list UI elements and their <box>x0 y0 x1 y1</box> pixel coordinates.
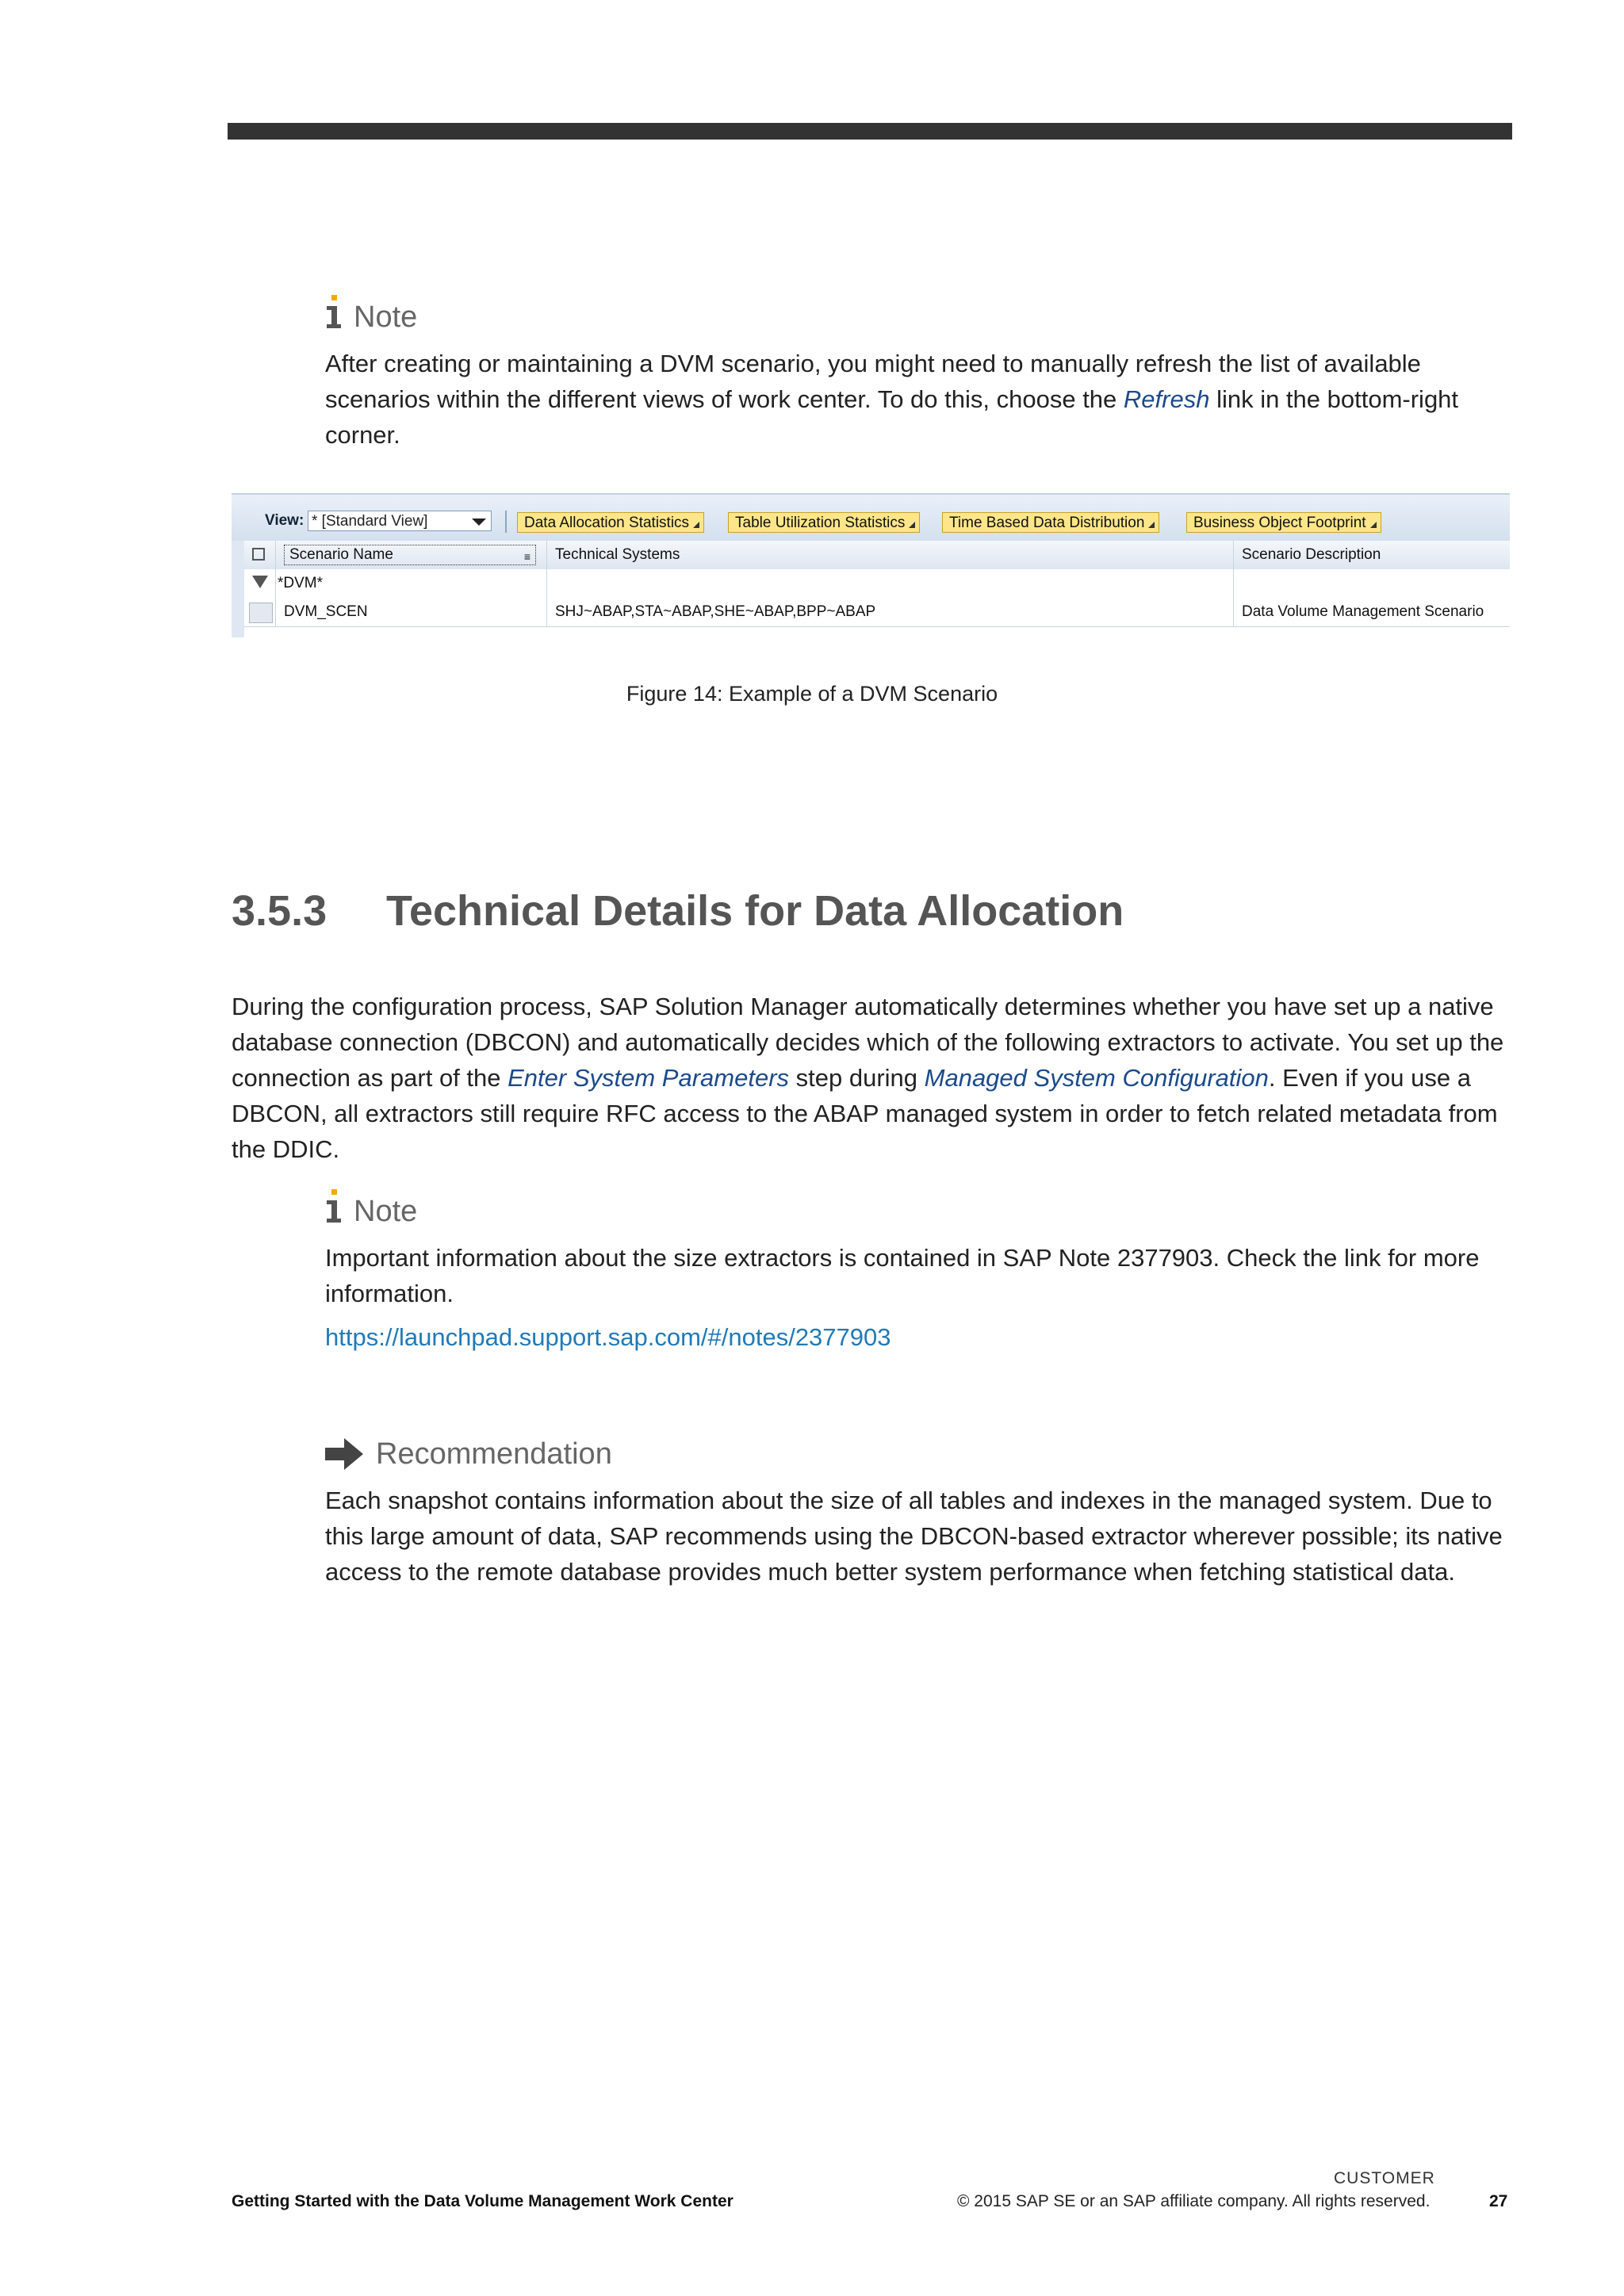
table-row[interactable] <box>244 598 1510 627</box>
figure-caption: Figure 14: Example of a DVM Scenario <box>626 682 998 706</box>
column-header-scenario-description[interactable]: Scenario Description <box>1234 541 1510 569</box>
data-allocation-statistics-button[interactable]: Data Allocation Statistics <box>517 512 704 533</box>
note-box <box>325 284 1515 453</box>
column-settings-icon <box>252 548 265 561</box>
scenario-description-filter-input[interactable] <box>1234 569 1510 598</box>
row-selector[interactable] <box>244 598 276 626</box>
chevron-down-icon <box>472 519 486 526</box>
filter-row <box>244 569 1510 599</box>
note-title: Note <box>354 1195 418 1228</box>
page-number: 27 <box>1489 2192 1508 2210</box>
scenario-description-cell: Data Volume Management Scenario <box>1234 598 1510 626</box>
business-object-footprint-button[interactable]: Business Object Footprint <box>1186 512 1381 533</box>
note-box <box>325 1178 1515 1355</box>
body-text-part: step during <box>789 1064 925 1092</box>
info-icon <box>325 1188 344 1229</box>
note-text-part: link in the bottom-right corner. <box>325 385 1459 449</box>
filter-toggle-icon: ≡ <box>523 550 530 563</box>
recommendation-text: Each snapshot contains information about the size of all tables and indexes in the managed system. Due to this large amount of data, SAP recommends using the DBCON-based extractor wherever possible; its native access to the remote database provides much better system performance when fetching statistical data. <box>325 1487 1503 1586</box>
body-text-part: During the configuration process, SAP Solution Manager automatically determines whether you have set up a native database connection (DBCON) and automatically decides which of the following extractors to activate. You set up the connection as part of the <box>232 993 1504 1092</box>
scenario-table <box>244 541 1510 637</box>
arrow-right-icon <box>325 1437 365 1471</box>
scenario-name-cell: DVM_SCEN <box>276 598 547 626</box>
footer-copyright: © 2015 SAP SE or an SAP affiliate company. All rights reserved. <box>957 2192 1431 2210</box>
table-header <box>244 541 1510 570</box>
technical-systems-cell: SHJ~ABAP,STA~ABAP,SHE~ABAP,BPP~ABAP <box>547 598 1234 626</box>
info-icon <box>325 293 344 335</box>
note-text-part: After creating or maintaining a DVM scenario, you might need to manually refresh the list of available scenarios within the different views of work center. To do this, choose the <box>325 350 1421 413</box>
column-header-label: Scenario Name <box>289 546 393 563</box>
note-header <box>325 284 1515 335</box>
screenshot-toolbar <box>232 495 1510 541</box>
recommendation-header <box>325 1421 1515 1471</box>
table-utilization-statistics-button[interactable]: Table Utilization Statistics <box>728 512 920 533</box>
managed-system-configuration-link[interactable]: Managed System Configuration <box>924 1064 1269 1092</box>
filter-icon <box>252 576 268 588</box>
recommendation-box <box>325 1421 1515 1590</box>
column-header-technical-systems[interactable]: Technical Systems <box>547 541 1234 569</box>
view-select-value: * [Standard View] <box>312 513 428 530</box>
footer-classification: CUSTOMER <box>1334 2169 1435 2187</box>
enter-system-parameters-link[interactable]: Enter System Parameters <box>508 1064 790 1092</box>
scenario-name-filter-input[interactable]: *DVM* <box>276 569 547 598</box>
filter-cell[interactable] <box>244 569 276 598</box>
view-select[interactable] <box>308 511 492 531</box>
section-title: Technical Details for Data Allocation <box>386 887 1124 935</box>
note-title: Note <box>354 300 418 334</box>
note-text <box>325 346 1515 453</box>
note-text: Important information about the size extractors is contained in SAP Note 2377903. Check the link for more information. <box>325 1244 1480 1307</box>
toolbar-separator <box>505 511 507 533</box>
body-text-part: . Even if you use a DBCON, all extractors still require RFC access to the ABAP managed system in order to fetch related metadata from the DDIC. <box>232 1064 1498 1163</box>
footer-document-title: Getting Started with the Data Volume Management Work Center <box>232 2192 733 2210</box>
section-number: 3.5.3 <box>232 887 327 935</box>
technical-systems-filter-input[interactable] <box>547 569 1234 598</box>
sap-note-link[interactable]: https://launchpad.support.sap.com/#/notes/2377903 <box>325 1323 891 1351</box>
time-based-data-distribution-button[interactable]: Time Based Data Distribution <box>942 512 1159 533</box>
column-settings-cell[interactable] <box>244 541 276 569</box>
view-label: View: <box>265 512 304 529</box>
note-header <box>325 1178 1515 1229</box>
header-bar <box>228 123 1512 140</box>
column-header-scenario-name[interactable] <box>276 541 547 569</box>
body-paragraph <box>232 989 1516 1167</box>
recommendation-title: Recommendation <box>376 1437 612 1471</box>
refresh-link[interactable]: Refresh <box>1123 385 1210 413</box>
dvm-scenario-screenshot <box>232 493 1510 637</box>
